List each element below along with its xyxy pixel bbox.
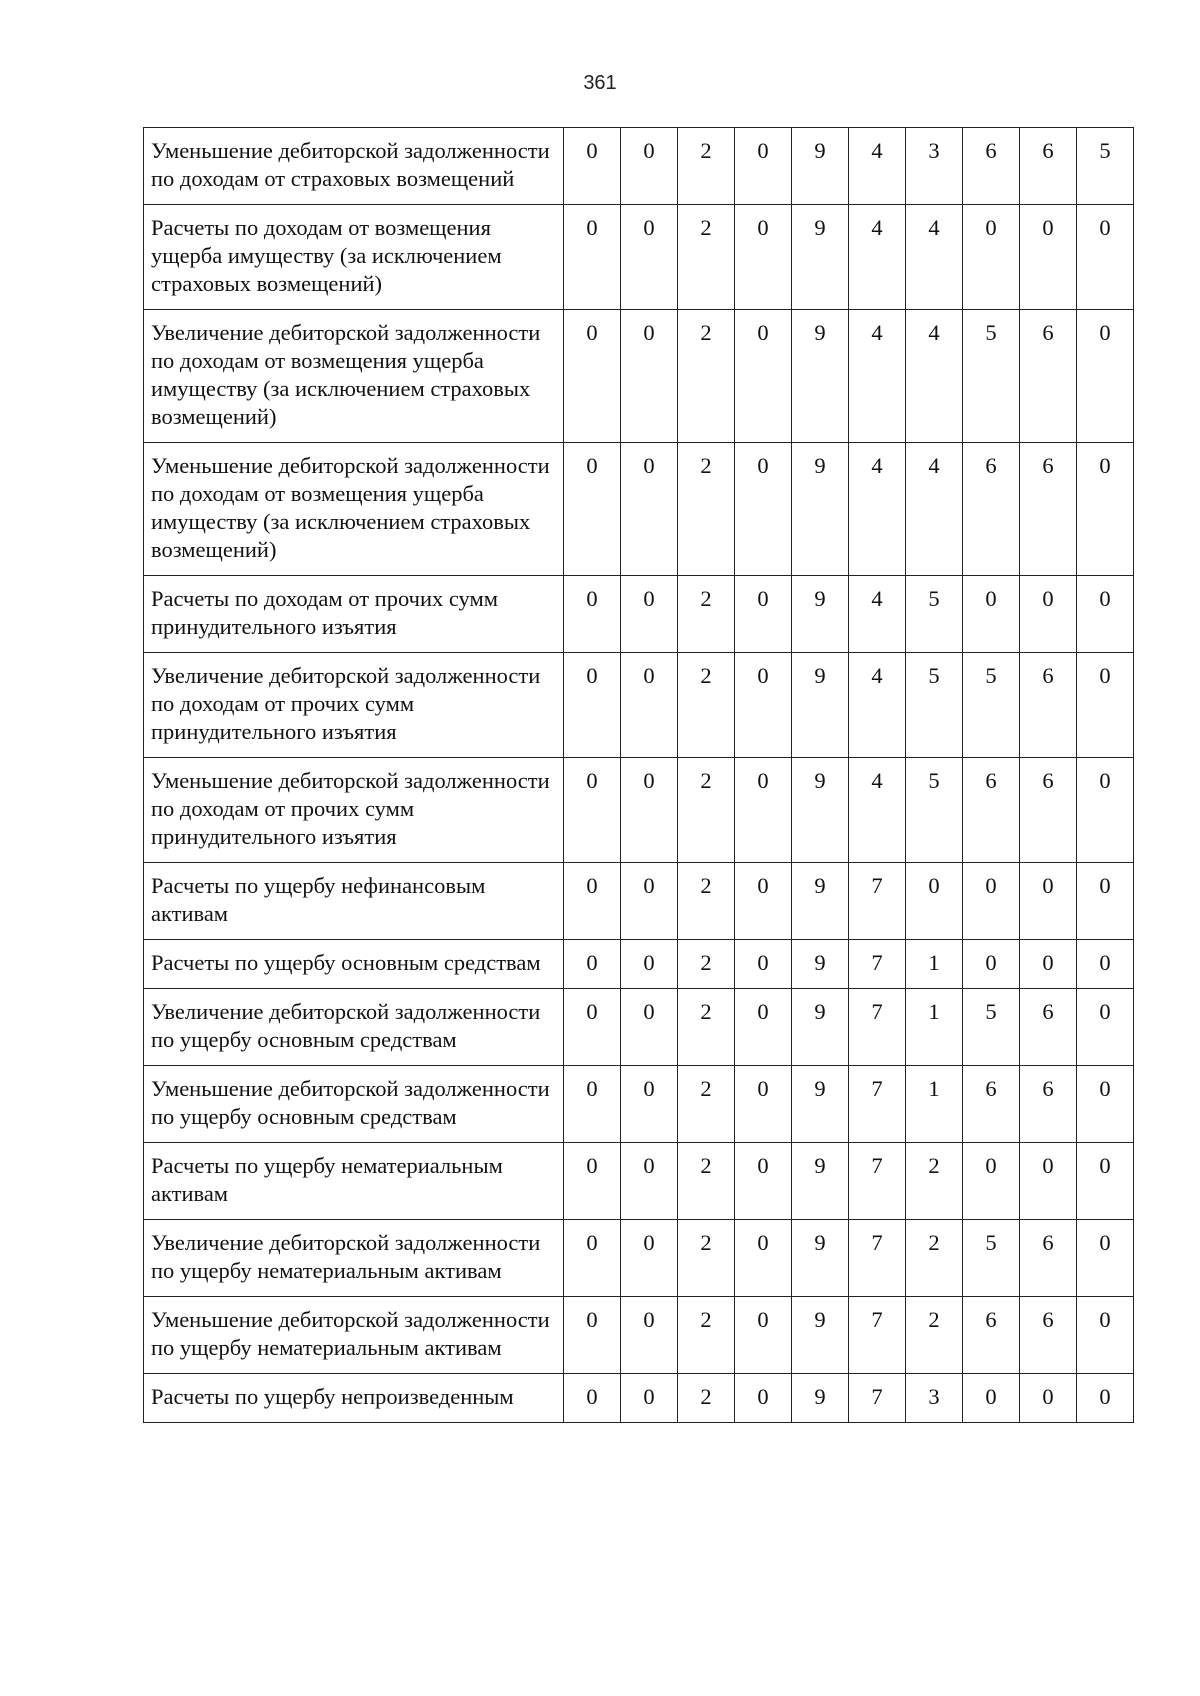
code-digit: 4 [849, 310, 906, 443]
code-digit: 4 [906, 443, 963, 576]
code-digit: 2 [678, 1374, 735, 1423]
code-digit: 0 [1020, 1143, 1077, 1220]
code-digit: 7 [849, 989, 906, 1066]
code-digit: 0 [1020, 940, 1077, 989]
account-codes-table [143, 127, 1134, 1423]
code-digit: 0 [564, 863, 621, 940]
code-digit: 4 [849, 443, 906, 576]
code-digit: 9 [792, 443, 849, 576]
code-digit: 6 [1020, 1297, 1077, 1374]
code-digit: 0 [621, 1220, 678, 1297]
code-digit: 5 [963, 310, 1020, 443]
code-digit: 7 [849, 940, 906, 989]
code-digit: 0 [564, 310, 621, 443]
code-digit: 9 [792, 1220, 849, 1297]
code-digit: 0 [1077, 1143, 1134, 1220]
table-row [144, 1220, 1134, 1297]
code-digit: 0 [1020, 205, 1077, 310]
code-digit: 0 [1077, 1066, 1134, 1143]
code-digit: 9 [792, 989, 849, 1066]
code-digit: 0 [564, 205, 621, 310]
account-description: Увеличение дебиторской задолженности по ущербу нематериальным активам [144, 1220, 564, 1297]
table-row [144, 310, 1134, 443]
code-digit: 0 [621, 1143, 678, 1220]
code-digit: 6 [1020, 758, 1077, 863]
table-row [144, 205, 1134, 310]
code-digit: 0 [735, 989, 792, 1066]
code-digit: 0 [1020, 1374, 1077, 1423]
account-description: Расчеты по ущербу нефинансовым активам [144, 863, 564, 940]
code-digit: 2 [678, 128, 735, 205]
code-digit: 0 [735, 1143, 792, 1220]
account-description: Увеличение дебиторской задолженности по доходам от прочих сумм принудительного изъятия [144, 653, 564, 758]
table-body [144, 128, 1134, 1423]
code-digit: 0 [621, 576, 678, 653]
code-digit: 2 [678, 989, 735, 1066]
code-digit: 0 [621, 863, 678, 940]
code-digit: 0 [621, 443, 678, 576]
account-description: Увеличение дебиторской задолженности по доходам от возмещения ущерба имуществу (за исключением страховых возмещений) [144, 310, 564, 443]
code-digit: 5 [963, 653, 1020, 758]
code-digit: 9 [792, 1297, 849, 1374]
code-digit: 0 [1077, 310, 1134, 443]
code-digit: 6 [1020, 653, 1077, 758]
code-digit: 3 [906, 128, 963, 205]
code-digit: 9 [792, 1066, 849, 1143]
account-description: Расчеты по ущербу основным средствам [144, 940, 564, 989]
table-row [144, 1297, 1134, 1374]
code-digit: 0 [963, 205, 1020, 310]
code-digit: 9 [792, 310, 849, 443]
code-digit: 0 [1077, 758, 1134, 863]
code-digit: 2 [678, 758, 735, 863]
code-digit: 0 [735, 653, 792, 758]
code-digit: 2 [678, 1297, 735, 1374]
code-digit: 2 [678, 863, 735, 940]
code-digit: 4 [906, 310, 963, 443]
code-digit: 0 [735, 443, 792, 576]
code-digit: 0 [621, 1374, 678, 1423]
code-digit: 0 [564, 989, 621, 1066]
code-digit: 2 [678, 940, 735, 989]
code-digit: 0 [621, 940, 678, 989]
code-digit: 0 [735, 863, 792, 940]
code-digit: 6 [963, 1297, 1020, 1374]
table-row [144, 989, 1134, 1066]
code-digit: 9 [792, 1143, 849, 1220]
account-description: Расчеты по ущербу нематериальным активам [144, 1143, 564, 1220]
code-digit: 0 [963, 576, 1020, 653]
code-digit: 0 [564, 1066, 621, 1143]
code-digit: 2 [678, 1066, 735, 1143]
code-digit: 9 [792, 940, 849, 989]
code-digit: 7 [849, 1374, 906, 1423]
code-digit: 0 [735, 1374, 792, 1423]
code-digit: 6 [1020, 989, 1077, 1066]
account-description: Уменьшение дебиторской задолженности по ущербу нематериальным активам [144, 1297, 564, 1374]
code-digit: 0 [1077, 576, 1134, 653]
account-description: Уменьшение дебиторской задолженности по ущербу основным средствам [144, 1066, 564, 1143]
code-digit: 4 [849, 576, 906, 653]
code-digit: 5 [963, 989, 1020, 1066]
code-digit: 0 [735, 1297, 792, 1374]
code-digit: 2 [678, 1220, 735, 1297]
code-digit: 2 [678, 443, 735, 576]
code-digit: 0 [621, 653, 678, 758]
code-digit: 0 [564, 443, 621, 576]
code-digit: 0 [564, 1297, 621, 1374]
code-digit: 2 [906, 1143, 963, 1220]
account-description: Расчеты по доходам от прочих сумм принудительного изъятия [144, 576, 564, 653]
code-digit: 9 [792, 863, 849, 940]
code-digit: 5 [906, 576, 963, 653]
code-digit: 2 [678, 205, 735, 310]
code-digit: 7 [849, 1220, 906, 1297]
account-description: Увеличение дебиторской задолженности по ущербу основным средствам [144, 989, 564, 1066]
code-digit: 9 [792, 1374, 849, 1423]
code-digit: 0 [963, 940, 1020, 989]
table-row [144, 576, 1134, 653]
code-digit: 3 [906, 1374, 963, 1423]
table-row [144, 863, 1134, 940]
code-digit: 0 [564, 653, 621, 758]
code-digit: 0 [1077, 989, 1134, 1066]
code-digit: 1 [906, 940, 963, 989]
code-digit: 7 [849, 1297, 906, 1374]
code-digit: 0 [621, 1297, 678, 1374]
code-digit: 0 [621, 128, 678, 205]
code-digit: 2 [678, 310, 735, 443]
code-digit: 2 [678, 1143, 735, 1220]
code-digit: 0 [735, 1220, 792, 1297]
code-digit: 1 [906, 1066, 963, 1143]
code-digit: 6 [1020, 1066, 1077, 1143]
code-digit: 6 [1020, 1220, 1077, 1297]
code-digit: 0 [621, 1066, 678, 1143]
code-digit: 0 [1077, 205, 1134, 310]
code-digit: 0 [621, 205, 678, 310]
code-digit: 6 [963, 443, 1020, 576]
code-digit: 2 [906, 1297, 963, 1374]
code-digit: 9 [792, 205, 849, 310]
code-digit: 0 [735, 128, 792, 205]
account-description: Уменьшение дебиторской задолженности по доходам от возмещения ущерба имуществу (за исключением страховых возмещений) [144, 443, 564, 576]
code-digit: 0 [735, 205, 792, 310]
code-digit: 0 [1077, 1297, 1134, 1374]
code-digit: 6 [1020, 443, 1077, 576]
code-digit: 4 [849, 758, 906, 863]
code-digit: 0 [564, 1374, 621, 1423]
code-digit: 1 [906, 989, 963, 1066]
table-row [144, 1374, 1134, 1423]
account-description: Расчеты по ущербу непроизведенным [144, 1374, 564, 1423]
code-digit: 4 [849, 128, 906, 205]
code-digit: 0 [963, 1143, 1020, 1220]
code-digit: 4 [849, 653, 906, 758]
code-digit: 2 [906, 1220, 963, 1297]
code-digit: 0 [963, 863, 1020, 940]
code-digit: 0 [621, 989, 678, 1066]
code-digit: 6 [963, 758, 1020, 863]
code-digit: 0 [963, 1374, 1020, 1423]
code-digit: 4 [906, 205, 963, 310]
code-digit: 7 [849, 863, 906, 940]
code-digit: 0 [906, 863, 963, 940]
code-digit: 9 [792, 128, 849, 205]
code-digit: 9 [792, 576, 849, 653]
code-digit: 0 [1077, 940, 1134, 989]
code-digit: 0 [735, 758, 792, 863]
table-row [144, 443, 1134, 576]
account-description: Уменьшение дебиторской задолженности по доходам от прочих сумм принудительного изъятия [144, 758, 564, 863]
code-digit: 0 [1077, 863, 1134, 940]
code-digit: 0 [1077, 1220, 1134, 1297]
code-digit: 0 [1020, 576, 1077, 653]
code-digit: 6 [1020, 310, 1077, 443]
code-digit: 0 [621, 758, 678, 863]
code-digit: 9 [792, 758, 849, 863]
code-digit: 5 [1077, 128, 1134, 205]
table-row [144, 758, 1134, 863]
table-row [144, 653, 1134, 758]
page-number: 361 [583, 72, 617, 94]
code-digit: 0 [564, 576, 621, 653]
code-digit: 5 [906, 653, 963, 758]
code-digit: 0 [1020, 863, 1077, 940]
code-digit: 6 [963, 128, 1020, 205]
table-row [144, 940, 1134, 989]
account-description: Расчеты по доходам от возмещения ущерба имуществу (за исключением страховых возмещений) [144, 205, 564, 310]
code-digit: 4 [849, 205, 906, 310]
code-digit: 0 [564, 128, 621, 205]
code-digit: 0 [1077, 653, 1134, 758]
code-digit: 5 [963, 1220, 1020, 1297]
table-row [144, 128, 1134, 205]
table-row [144, 1066, 1134, 1143]
code-digit: 0 [564, 1143, 621, 1220]
code-digit: 2 [678, 653, 735, 758]
code-digit: 6 [1020, 128, 1077, 205]
code-digit: 0 [564, 1220, 621, 1297]
code-digit: 0 [735, 940, 792, 989]
code-digit: 9 [792, 653, 849, 758]
code-digit: 0 [564, 940, 621, 989]
code-digit: 0 [735, 310, 792, 443]
account-description: Уменьшение дебиторской задолженности по доходам от страховых возмещений [144, 128, 564, 205]
code-digit: 6 [963, 1066, 1020, 1143]
code-digit: 2 [678, 576, 735, 653]
table-row [144, 1143, 1134, 1220]
code-digit: 0 [1077, 1374, 1134, 1423]
code-digit: 7 [849, 1066, 906, 1143]
code-digit: 0 [735, 576, 792, 653]
code-digit: 0 [621, 310, 678, 443]
code-digit: 5 [906, 758, 963, 863]
code-digit: 7 [849, 1143, 906, 1220]
code-digit: 0 [564, 758, 621, 863]
code-digit: 0 [1077, 443, 1134, 576]
code-digit: 0 [735, 1066, 792, 1143]
